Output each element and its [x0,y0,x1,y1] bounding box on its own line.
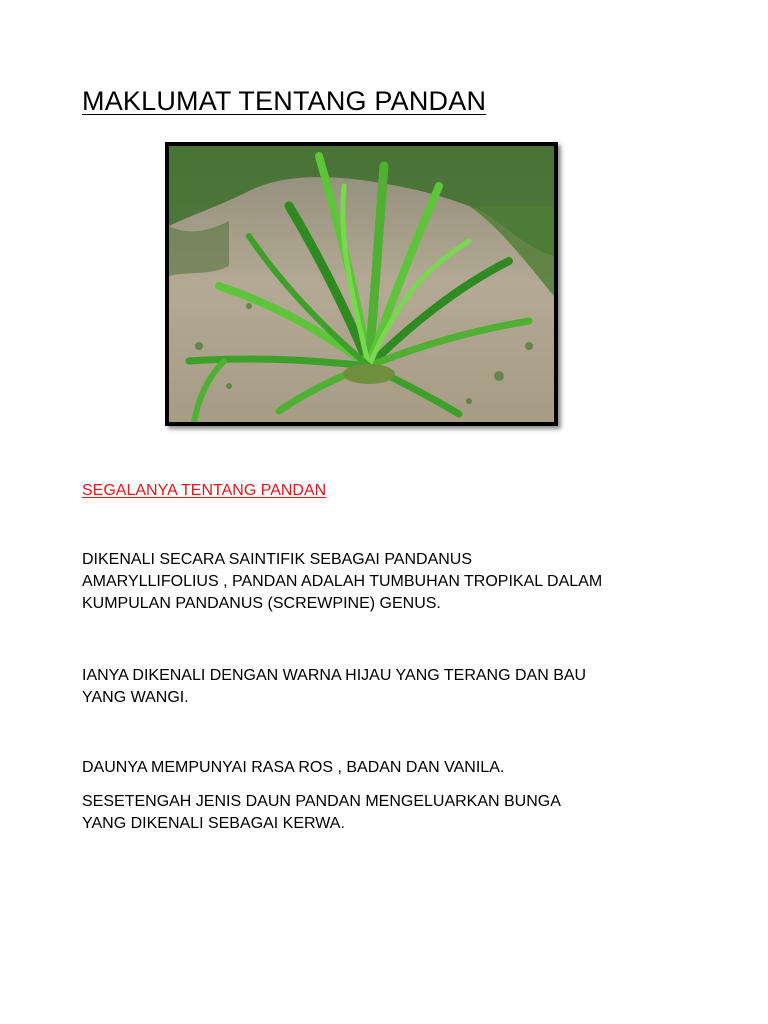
paragraph-color-scent: IANYA DIKENALI DENGAN WARNA HIJAU YANG TERANG DAN BAU YANG WANGI. [82,667,587,706]
section-heading: SEGALANYA TENTANG PANDAN [82,482,327,499]
paragraph-taste: DAUNYA MEMPUNYAI RASA ROS , BADAN DAN VANILA. [82,759,505,776]
pandan-plant-illustration [169,146,554,422]
page-title: MAKLUMAT TENTANG PANDAN [82,86,487,116]
pandan-plant-photo [165,142,558,426]
paragraph-scientific-name: DIKENALI SECARA SAINTIFIK SEBAGAI PANDANUS AMARYLLIFOLIUS , PANDAN ADALAH TUMBUHAN TROPIKAL DALAM KUMPULAN PANDANUS (SCREWPINE) GENUS. [82,551,603,612]
paragraph-flower: SESETENGAH JENIS DAUN PANDAN MENGELUARKAN BUNGA YANG DIKENALI SEBAGAI KERWA. [82,793,561,832]
